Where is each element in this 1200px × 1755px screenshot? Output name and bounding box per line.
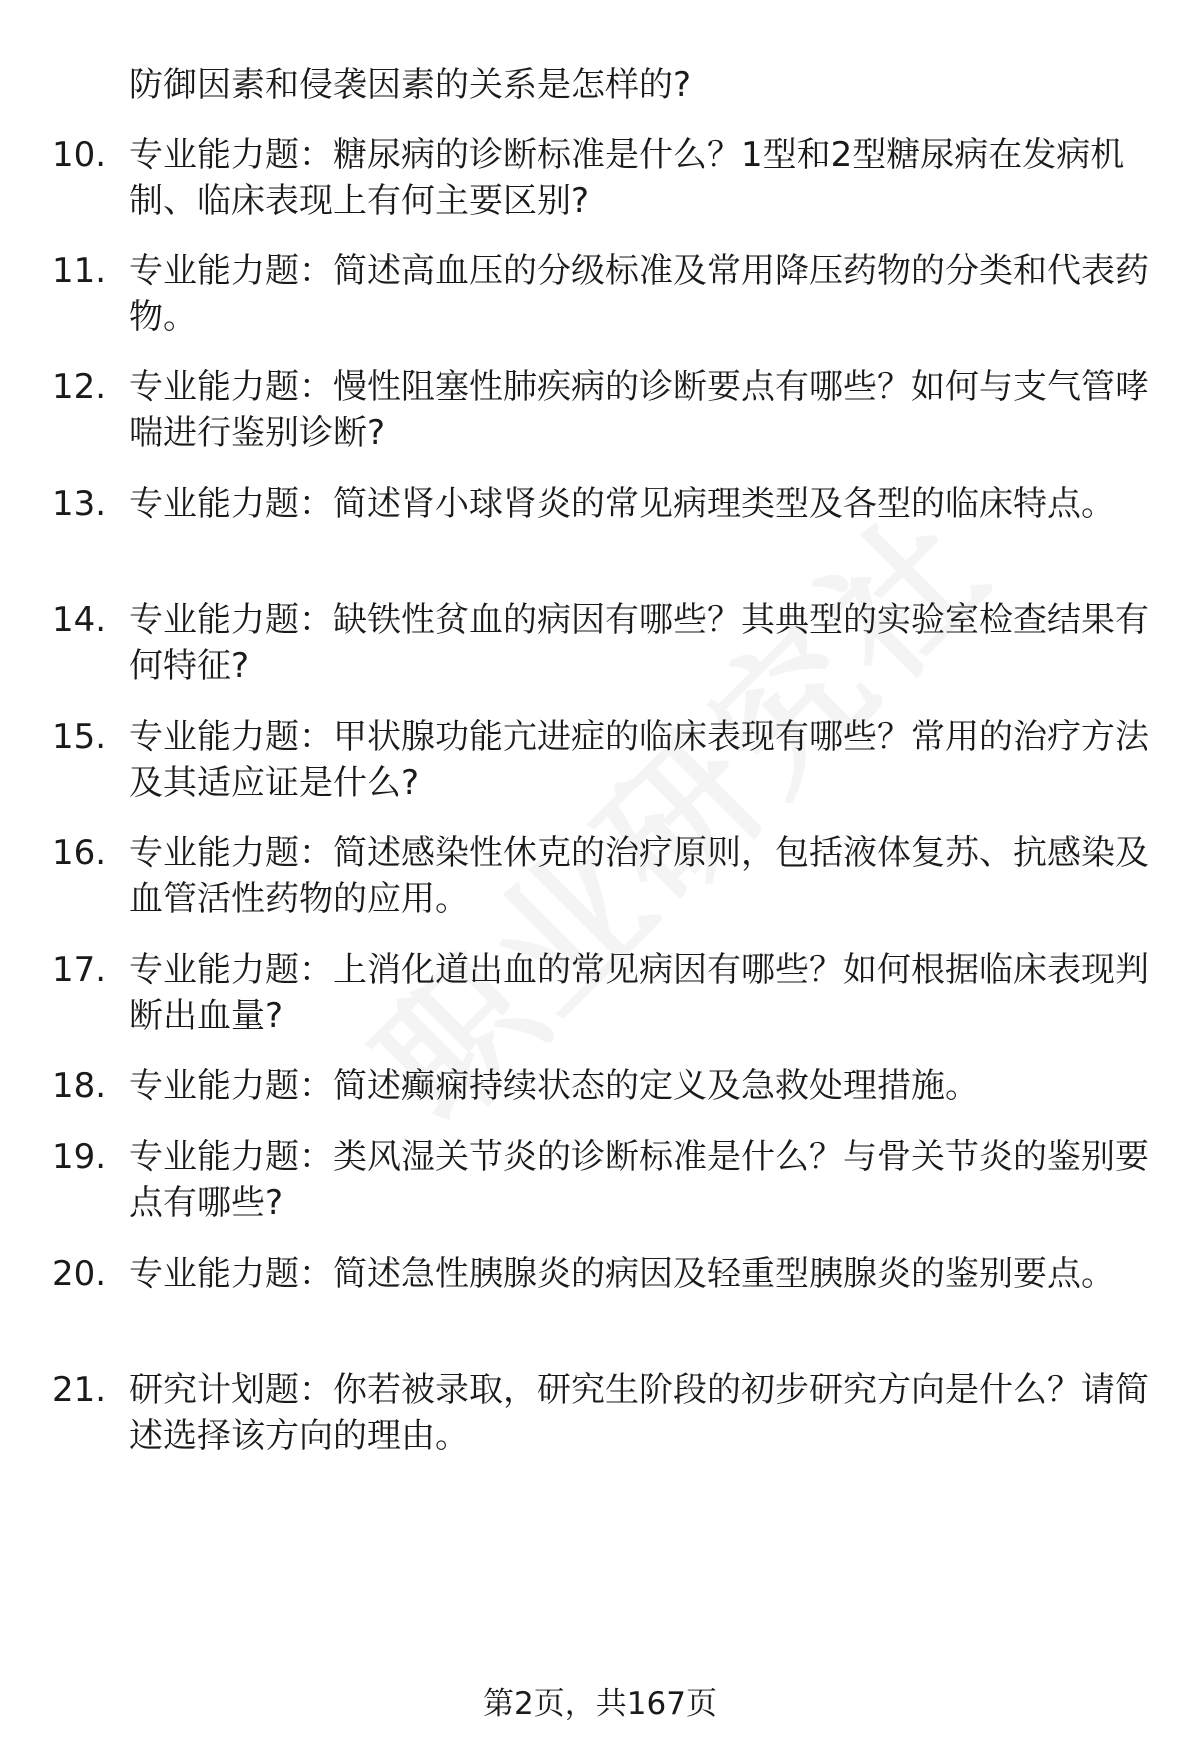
question-text: 专业能力题：简述癫痫持续状态的定义及急救处理措施。 [129,1066,979,1106]
question-text: 专业能力题：缺铁性贫血的病因有哪些？其典型的实验室检查结果有何特征? [129,600,1149,686]
question-number: 10. [52,135,107,175]
question-number: 11. [52,251,107,291]
question-number: 19. [52,1137,107,1177]
question-text: 研究计划题：你若被录取，研究生阶段的初步研究方向是什么？请简述选择该方向的理由。 [129,1370,1149,1456]
question-number: 14. [52,600,107,640]
question-number: 15. [52,717,107,757]
continued-question-text: 防御因素和侵袭因素的关系是怎样的? [129,65,692,105]
question-number: 12. [52,367,107,407]
question-text: 专业能力题：糖尿病的诊断标准是什么？1型和2型糖尿病在发病机制、临床表现上有何主要区别? [129,135,1125,221]
question-text: 专业能力题：简述急性胰腺炎的病因及轻重型胰腺炎的鉴别要点。 [129,1254,1115,1294]
question-text: 专业能力题：类风湿关节炎的诊断标准是什么？与骨关节炎的鉴别要点有哪些? [129,1137,1149,1223]
question-number: 21. [52,1370,107,1410]
question-number: 18. [52,1066,107,1106]
question-text: 专业能力题：甲状腺功能亢进症的临床表现有哪些？常用的治疗方法及其适应证是什么? [129,717,1149,803]
page-footer: 第2页，共167页 [483,1686,717,1722]
question-number: 13. [52,484,107,524]
question-text: 专业能力题：简述肾小球肾炎的常见病理类型及各型的临床特点。 [129,484,1115,524]
question-number: 16. [52,833,107,873]
question-text: 专业能力题：简述感染性休克的治疗原则，包括液体复苏、抗感染及血管活性药物的应用。 [129,833,1149,919]
question-number: 17. [52,950,107,990]
question-text: 专业能力题：上消化道出血的常见病因有哪些？如何根据临床表现判断出血量? [129,950,1149,1036]
question-text: 专业能力题：简述高血压的分级标准及常用降压药物的分类和代表药物。 [129,251,1149,337]
question-number: 20. [52,1254,107,1294]
question-text: 专业能力题：慢性阻塞性肺疾病的诊断要点有哪些？如何与支气管哮喘进行鉴别诊断? [129,367,1149,453]
